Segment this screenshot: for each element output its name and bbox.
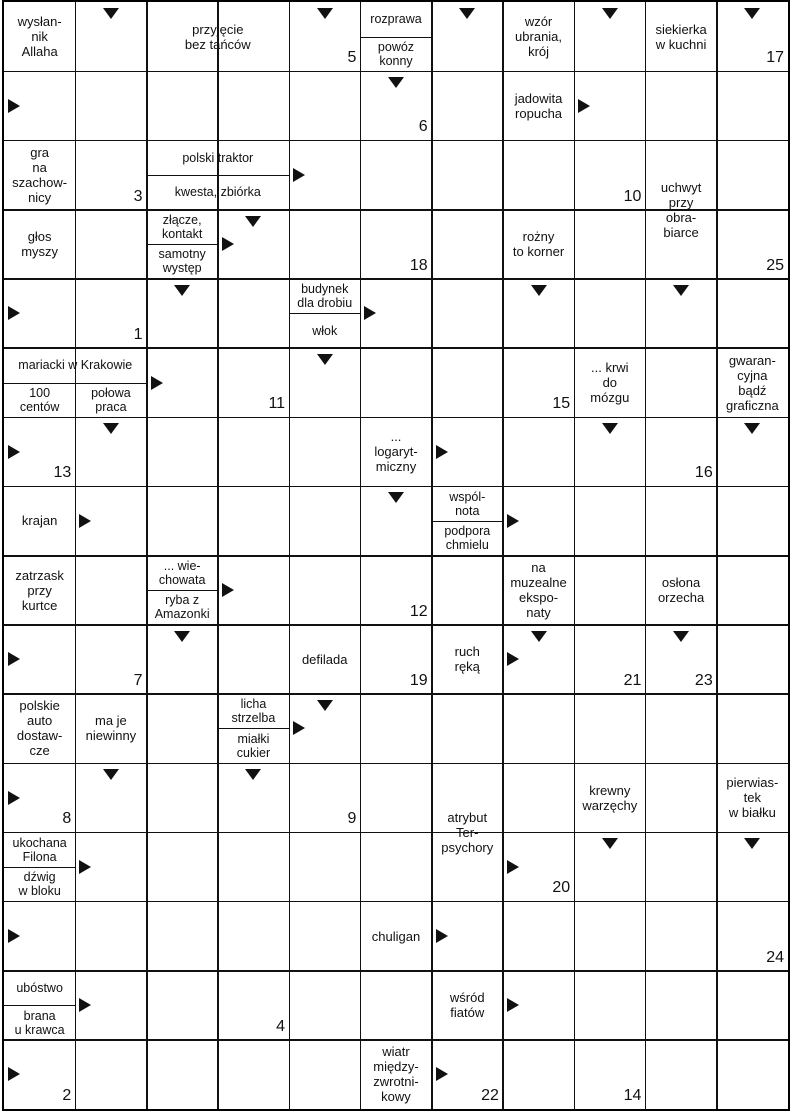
clue-cell: osłona orzecha — [657, 575, 705, 606]
crossword-grid — [2, 0, 790, 1111]
arrow-right-icon — [8, 929, 20, 943]
arrow-down-icon — [744, 8, 760, 19]
arrow-right-icon — [507, 514, 519, 528]
cell-number: 18 — [409, 256, 428, 274]
clue-cell: 100 centów — [19, 385, 60, 414]
clue-cell: głos myszy — [21, 229, 59, 260]
arrow-down-icon — [174, 285, 190, 296]
clue-cell: przyjęcie bez tańców — [184, 21, 251, 52]
cell-number: 3 — [133, 187, 143, 205]
arrow-down-icon — [103, 8, 119, 19]
arrow-right-icon — [436, 929, 448, 943]
clue-cell: ryba z Amazonki — [154, 593, 210, 622]
cell-number: 2 — [62, 1087, 72, 1104]
cell-number: 16 — [694, 464, 713, 482]
clue-cell: ukochana Filona — [12, 835, 67, 864]
clue-cell: siekierka w kuchni — [655, 21, 707, 52]
arrow-down-icon — [673, 285, 689, 296]
cell-number: 23 — [694, 671, 713, 689]
clue-cell: ma je niewinny — [85, 713, 137, 744]
arrow-right-icon — [293, 721, 305, 735]
arrow-down-icon — [602, 423, 618, 434]
arrow-right-icon — [8, 791, 20, 805]
arrow-right-icon — [8, 306, 20, 320]
arrow-right-icon — [222, 583, 234, 597]
clue-cell: polski traktor — [182, 150, 254, 165]
clue-cell: chuligan — [371, 928, 421, 944]
arrow-down-icon — [459, 8, 475, 19]
clue-cell: wiatr między- zwrotni- kowy — [373, 1044, 419, 1105]
arrow-right-icon — [293, 168, 305, 182]
clue-cell: złącze, kontakt — [162, 212, 203, 241]
cell-number: 8 — [62, 810, 72, 828]
clue-cell: licha strzelba — [231, 697, 276, 726]
clue-cell: ruch ręką — [454, 644, 480, 675]
arrow-right-icon — [79, 998, 91, 1012]
arrow-right-icon — [507, 860, 519, 874]
clue-cell: mariacki w Krakowie — [18, 358, 133, 373]
cell-number: 1 — [133, 325, 143, 343]
cell-number: 25 — [766, 256, 784, 274]
arrow-down-icon — [317, 700, 333, 711]
clue-cell: ... krwi do mózgu — [590, 360, 630, 406]
cell-number: 9 — [347, 810, 357, 828]
grid-line-horizontal — [4, 832, 788, 834]
clue-cell: kwesta, zbiórka — [174, 185, 261, 200]
clue-cell: wysłan- nik Allaha — [17, 14, 62, 60]
arrow-right-icon — [151, 376, 163, 390]
clue-cell: powóz konny — [377, 39, 415, 68]
cell-number: 12 — [409, 602, 428, 620]
arrow-down-icon — [602, 8, 618, 19]
clue-cell: gwaran- cyjna bądź graficzna — [725, 352, 779, 413]
cell-number: 6 — [418, 118, 428, 136]
arrow-down-icon — [531, 631, 547, 642]
cell-number: 24 — [766, 948, 784, 966]
arrow-right-icon — [222, 237, 234, 251]
cell-number: 19 — [409, 671, 428, 689]
cell-number: 5 — [347, 49, 357, 67]
arrow-right-icon — [436, 445, 448, 459]
arrow-right-icon — [79, 860, 91, 874]
arrow-down-icon — [744, 838, 760, 849]
clue-cell: wzór ubrania, krój — [515, 14, 563, 60]
cell-number: 17 — [766, 49, 784, 67]
clue-cell: jadowita ropucha — [514, 90, 563, 121]
arrow-right-icon — [8, 1067, 20, 1081]
arrow-right-icon — [364, 306, 376, 320]
cell-number: 10 — [623, 187, 642, 205]
clue-cell: zatrzask przy kurtce — [15, 567, 64, 613]
clue-cell: ... logaryt- miczny — [374, 429, 418, 475]
cell-number: 22 — [481, 1087, 499, 1104]
arrow-down-icon — [602, 838, 618, 849]
arrow-down-icon — [245, 769, 261, 780]
cell-number: 20 — [552, 879, 571, 897]
clue-cell: rozprawa — [370, 12, 422, 27]
arrow-down-icon — [317, 8, 333, 19]
clue-cell: rożny to korner — [512, 229, 565, 260]
clue-cell: defilada — [301, 651, 348, 667]
arrow-right-icon — [578, 99, 590, 113]
clue-cell: pierwias- tek w białku — [726, 775, 779, 821]
clue-cell: atrybut Ter- psychory — [441, 809, 494, 855]
clue-cell: wśród fiatów — [449, 990, 485, 1021]
arrow-down-icon — [388, 492, 404, 503]
arrow-down-icon — [103, 769, 119, 780]
cell-number: 15 — [552, 395, 571, 413]
clue-cell: na muzealne ekspo- naty — [510, 560, 567, 621]
arrow-right-icon — [79, 514, 91, 528]
arrow-right-icon — [436, 1067, 448, 1081]
clue-cell: krajan — [21, 513, 58, 529]
cell-number: 13 — [53, 464, 72, 482]
arrow-right-icon — [8, 99, 20, 113]
cell-number: 4 — [276, 1017, 286, 1035]
clue-cell: gra na szachow- nicy — [12, 144, 68, 205]
clue-cell: dźwig w bloku — [18, 870, 61, 899]
clue-cell: krewny warzęchy — [582, 782, 638, 813]
arrow-right-icon — [507, 652, 519, 666]
arrow-right-icon — [507, 998, 519, 1012]
cell-number: 7 — [133, 671, 143, 689]
cell-number: 14 — [623, 1087, 642, 1104]
arrow-down-icon — [388, 77, 404, 88]
clue-cell: wspól- nota — [449, 489, 486, 518]
arrow-down-icon — [673, 631, 689, 642]
clue-cell: brana u krawca — [14, 1008, 65, 1037]
clue-cell: samotny występ — [158, 247, 206, 276]
clue-cell: włok — [312, 323, 338, 338]
arrow-down-icon — [317, 354, 333, 365]
arrow-down-icon — [245, 216, 261, 227]
clue-cell: budynek dla drobiu — [297, 282, 353, 311]
cell-number: 11 — [268, 395, 286, 413]
cell-number: 21 — [623, 671, 642, 689]
clue-cell: ... wie- chowata — [158, 558, 206, 587]
clue-cell: podpora chmielu — [444, 524, 491, 553]
arrow-down-icon — [174, 631, 190, 642]
clue-cell: miałki cukier — [236, 731, 271, 760]
clue-cell: ubóstwo — [16, 980, 63, 995]
arrow-down-icon — [744, 423, 760, 434]
arrow-down-icon — [103, 423, 119, 434]
arrow-down-icon — [531, 285, 547, 296]
clue-cell: polskie auto dostaw- cze — [16, 698, 63, 759]
arrow-right-icon — [8, 445, 20, 459]
clue-cell: połowa praca — [91, 385, 131, 414]
clue-cell: uchwyt przy obra- biarce — [660, 179, 702, 240]
arrow-right-icon — [8, 652, 20, 666]
